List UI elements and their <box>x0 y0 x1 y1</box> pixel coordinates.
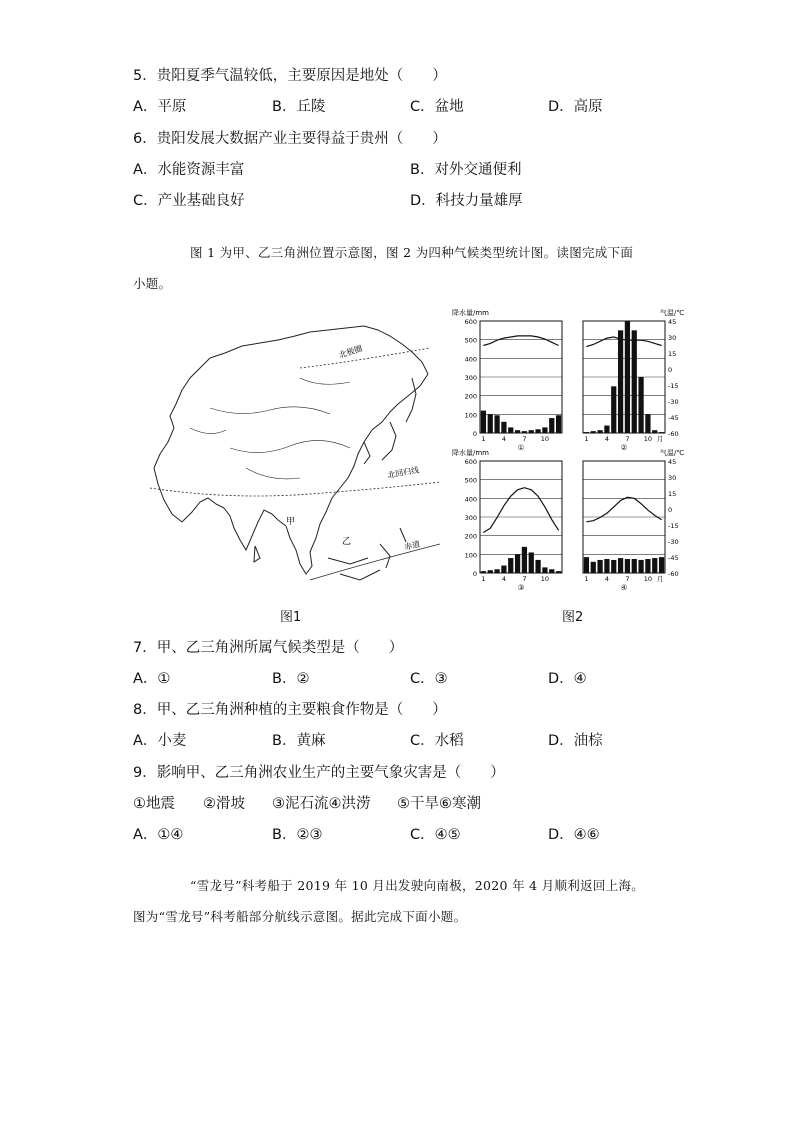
precip-axis-label-bottom: 降水量/mm <box>452 449 489 457</box>
precip-bar <box>494 415 499 433</box>
q9-item-4: ⑤干旱⑥寒潮 <box>397 796 481 812</box>
month-tick: 1 <box>584 435 589 443</box>
precip-tick: 0 <box>472 570 477 578</box>
month-unit: 月 <box>656 435 664 443</box>
precip-tick: 500 <box>464 336 477 345</box>
month-tick: 4 <box>501 435 506 443</box>
month-tick: 4 <box>604 435 609 443</box>
temperature-line <box>483 488 558 533</box>
precip-bar <box>618 330 623 433</box>
precip-bar <box>632 559 637 573</box>
precip-tick: 600 <box>464 458 477 466</box>
precip-tick: 300 <box>464 374 477 382</box>
temperature-line <box>586 337 661 347</box>
q9-option-c[interactable]: C．④⑤ <box>410 827 461 843</box>
month-tick: 7 <box>522 575 527 583</box>
precip-bar <box>659 432 664 433</box>
figure-1-caption: 图1 <box>280 610 302 625</box>
intro-1-line-2: 小题。 <box>133 276 172 291</box>
question-8-stem: 8．甲、乙三角洲种植的主要粮食作物是（ ） <box>133 702 447 718</box>
precip-bar <box>611 386 616 433</box>
temp-tick: 15 <box>668 350 677 358</box>
temp-tick: -60 <box>668 570 679 578</box>
temp-tick: 45 <box>668 458 677 466</box>
precip-bar <box>501 566 506 573</box>
precip-bar <box>652 558 657 573</box>
precip-bar <box>597 430 602 433</box>
asia-map <box>150 318 440 598</box>
temp-tick: 0 <box>668 506 673 514</box>
month-tick: 1 <box>481 575 486 583</box>
precip-bar <box>591 431 596 433</box>
precip-bar <box>549 418 554 433</box>
chart-id-label: ③ <box>517 583 525 592</box>
precip-tick: 500 <box>464 476 477 485</box>
month-tick: 10 <box>540 435 550 443</box>
precip-bar <box>529 430 534 433</box>
temp-tick: 45 <box>668 318 677 326</box>
precip-tick: 100 <box>464 411 477 420</box>
temp-tick: -30 <box>668 398 679 406</box>
q8-option-d[interactable]: D．油棕 <box>548 733 603 749</box>
temp-tick: -15 <box>668 382 679 390</box>
delta-jia-label: 甲 <box>286 517 296 527</box>
month-tick: 4 <box>501 575 506 583</box>
month-tick: 10 <box>643 435 653 443</box>
tropic-of-cancer-label: 北回归线 <box>386 465 420 480</box>
arctic-circle-label: 北极圈 <box>337 343 364 360</box>
temp-axis-label-top: 气温/℃ <box>660 309 685 317</box>
q5-option-b[interactable]: B．丘陵 <box>272 99 326 115</box>
precip-bar <box>638 560 643 573</box>
temp-tick: -45 <box>668 554 679 562</box>
precip-bar <box>659 557 664 573</box>
chart-id-label: ④ <box>620 583 628 592</box>
precip-axis-label-top: 降水量/mm <box>452 309 489 317</box>
precip-bar <box>508 427 513 433</box>
precip-bar <box>481 571 486 573</box>
q5-option-a[interactable]: A．平原 <box>133 99 187 115</box>
precip-bar <box>645 559 650 573</box>
figure-2-caption: 图2 <box>562 610 584 625</box>
month-tick: 7 <box>522 435 527 443</box>
q7-option-d[interactable]: D．④ <box>548 671 587 687</box>
intro-2-line-2: 图为“雪龙号”科考船部分航线示意图。据此完成下面小题。 <box>133 909 467 924</box>
temp-tick: 15 <box>668 490 677 498</box>
precip-bar <box>584 432 589 433</box>
chart-id-label: ② <box>620 443 628 452</box>
question-6-stem: 6．贵阳发展大数据产业主要得益于贵州（ ） <box>133 131 447 147</box>
q9-option-b[interactable]: B．②③ <box>272 827 323 843</box>
precip-bar <box>618 558 623 573</box>
month-tick: 1 <box>584 575 589 583</box>
precip-bar <box>591 562 596 573</box>
precip-tick: 400 <box>464 495 477 504</box>
precip-bar <box>556 415 561 433</box>
q6-option-a[interactable]: A．水能资源丰富 <box>133 162 245 178</box>
temp-tick: -45 <box>668 414 679 422</box>
precip-tick: 300 <box>464 514 477 522</box>
precip-bar <box>611 560 616 573</box>
precip-bar <box>652 430 657 433</box>
delta-yi-label: 乙 <box>342 537 352 547</box>
precip-tick: 100 <box>464 551 477 560</box>
q9-item-1: ①地震 <box>133 796 175 812</box>
precip-bar <box>597 560 602 573</box>
temperature-line <box>483 336 558 346</box>
month-tick: 10 <box>643 575 653 583</box>
precip-bar <box>645 414 650 433</box>
q6-option-b[interactable]: B．对外交通便利 <box>410 162 522 178</box>
q8-option-a[interactable]: A．小麦 <box>133 733 187 749</box>
chart-id-label: ① <box>517 443 525 452</box>
question-7-stem: 7．甲、乙三角洲所属气候类型是（ ） <box>133 640 404 656</box>
precip-bar <box>625 321 630 433</box>
q6-option-c[interactable]: C．产业基础良好 <box>133 193 245 209</box>
intro-2-line-1: “雪龙号”科考船于 2019 年 10 月出发驶向南极，2020 年 4 月顺利返回上海。 <box>190 878 645 893</box>
precip-bar <box>508 558 513 573</box>
precip-tick: 600 <box>464 318 477 326</box>
q7-option-c[interactable]: C．③ <box>410 671 448 687</box>
q9-item-3: ③泥石流④洪涝 <box>272 796 371 812</box>
precip-bar <box>481 411 486 433</box>
temp-tick: 30 <box>668 334 677 342</box>
q8-option-c[interactable]: C．水稻 <box>410 733 464 749</box>
temp-axis-label-bottom: 气温/℃ <box>660 449 685 457</box>
precip-bar <box>488 570 493 573</box>
temp-tick: 30 <box>668 474 677 482</box>
intro-1-line-1: 图 1 为甲、乙三角洲位置示意图，图 2 为四种气候类型统计图。读图完成下面 <box>190 245 634 260</box>
precip-bar <box>494 569 499 573</box>
month-unit: 月 <box>656 575 664 583</box>
q5-option-c[interactable]: C．盆地 <box>410 99 464 115</box>
climate-charts <box>450 305 695 595</box>
temp-tick: -30 <box>668 538 679 546</box>
precip-bar <box>535 560 540 573</box>
month-tick: 1 <box>481 435 486 443</box>
q7-option-a[interactable]: A．① <box>133 671 171 687</box>
q9-option-d[interactable]: D．④⑥ <box>548 827 600 843</box>
q9-option-a[interactable]: A．①④ <box>133 827 184 843</box>
question-9-stem: 9．影响甲、乙三角洲农业生产的主要气象灾害是（ ） <box>133 765 505 781</box>
month-tick: 4 <box>604 575 609 583</box>
precip-bar <box>584 557 589 573</box>
q6-option-d[interactable]: D．科技力量雄厚 <box>410 193 523 209</box>
precip-bar <box>488 414 493 433</box>
precip-bar <box>542 427 547 433</box>
precip-bar <box>501 422 506 433</box>
q5-option-d[interactable]: D．高原 <box>548 99 603 115</box>
temp-tick: -60 <box>668 430 679 438</box>
precip-bar <box>529 552 534 573</box>
precip-bar <box>549 569 554 573</box>
precip-bar <box>625 559 630 573</box>
precip-bar <box>535 429 540 433</box>
month-tick: 7 <box>625 435 630 443</box>
precip-tick: 200 <box>464 532 477 541</box>
precip-bar <box>522 547 527 573</box>
temperature-line <box>586 497 661 522</box>
equator-label: 赤道 <box>403 539 422 552</box>
precip-tick: 400 <box>464 355 477 364</box>
q8-option-b[interactable]: B．黄麻 <box>272 733 326 749</box>
precip-bar <box>542 567 547 573</box>
month-tick: 7 <box>625 575 630 583</box>
precip-bar <box>522 431 527 433</box>
precip-bar <box>556 571 561 573</box>
precip-bar <box>632 330 637 433</box>
precip-bar <box>604 559 609 573</box>
q7-option-b[interactable]: B．② <box>272 671 310 687</box>
temp-tick: 0 <box>668 366 673 374</box>
precip-tick: 200 <box>464 392 477 401</box>
precip-bar <box>515 554 520 573</box>
precip-tick: 0 <box>472 430 477 438</box>
precip-bar <box>515 430 520 433</box>
precip-bar <box>638 377 643 433</box>
temp-tick: -15 <box>668 522 679 530</box>
question-5-stem: 5．贵阳夏季气温较低，主要原因是地处（ ） <box>133 68 447 84</box>
q9-item-2: ②滑坡 <box>203 796 245 812</box>
month-tick: 10 <box>540 575 550 583</box>
precip-bar <box>604 426 609 433</box>
